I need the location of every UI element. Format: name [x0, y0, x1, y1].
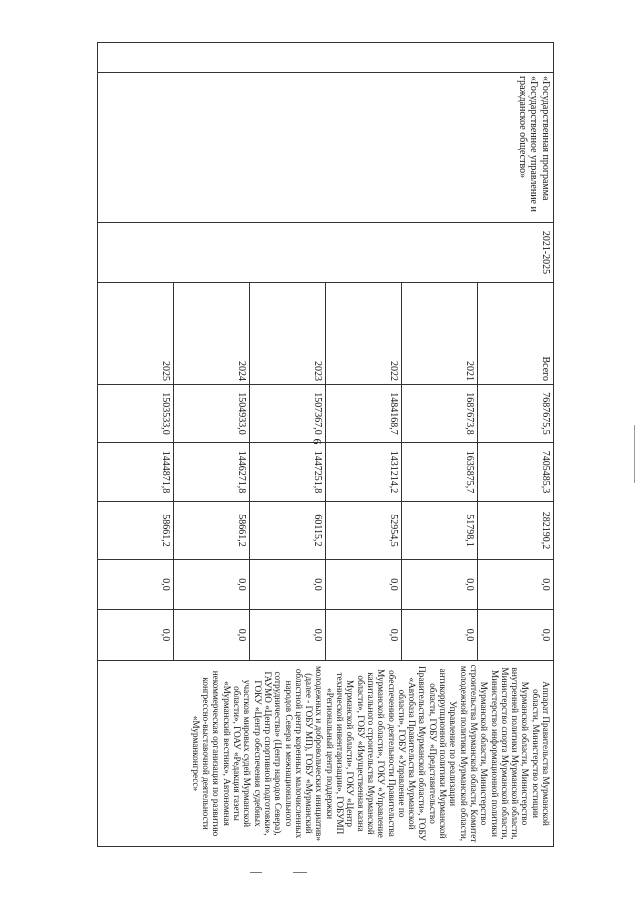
total-cell: 1687673,8: [402, 385, 478, 443]
other-cell: 0,0: [98, 610, 174, 661]
scan-mark-left: [250, 872, 262, 873]
local-cell: 0,0: [98, 560, 174, 610]
year-cell: 2021: [402, 283, 478, 385]
other-cell: 0,0: [174, 610, 250, 661]
regional-cell: 1444871,8: [98, 443, 174, 502]
program-period: 2021-2025: [98, 223, 554, 283]
other-cell: 0,0: [402, 610, 478, 661]
row-index-cell: [98, 43, 554, 73]
regional-cell: 1635875,7: [402, 443, 478, 502]
federal-cell: 58661,2: [174, 502, 250, 560]
total-cell: 1507367,0: [250, 385, 326, 443]
federal-cell: 52954,5: [326, 502, 402, 560]
total-cell: 1503533,0: [98, 385, 174, 443]
budget-table-rotated: [97, 42, 554, 846]
other-cell: 0,0: [250, 610, 326, 661]
local-cell: 0,0: [250, 560, 326, 610]
total-cell: 1484168,7: [326, 385, 402, 443]
year-cell: Всего: [478, 283, 554, 385]
federal-cell: 282190,2: [478, 502, 554, 560]
local-cell: 0,0: [478, 560, 554, 610]
scan-edge-mark: [634, 425, 635, 483]
table-row: [478, 43, 554, 847]
total-cell: 7687675,5: [478, 385, 554, 443]
regional-cell: 1446271,8: [174, 443, 250, 502]
total-cell: 1504933,0: [174, 385, 250, 443]
regional-cell: 7405485,3: [478, 443, 554, 502]
local-cell: 0,0: [326, 560, 402, 610]
federal-cell: 58661,2: [98, 502, 174, 560]
scan-mark-right: [293, 872, 307, 873]
regional-cell: 1447251,8: [250, 443, 326, 502]
year-cell: 2023: [250, 283, 326, 385]
regional-cell: 1431214,2: [326, 443, 402, 502]
other-cell: 0,0: [478, 610, 554, 661]
local-cell: 0,0: [402, 560, 478, 610]
program-name: «Государственная программа «Государственное управление и гражданское общество»: [98, 73, 554, 223]
local-cell: 0,0: [174, 560, 250, 610]
year-cell: 2025: [98, 283, 174, 385]
year-cell: 2024: [174, 283, 250, 385]
other-cell: 0,0: [326, 610, 402, 661]
budget-table: [97, 42, 554, 847]
year-cell: 2022: [326, 283, 402, 385]
page-number: 6: [310, 438, 325, 445]
federal-cell: 51798,1: [402, 502, 478, 560]
responsible-executors: Аппарат Правительства Мурманской области, Министерство юстиции Мурманской области, Министерство внутренней политики Мурманской области, Министерство спорта Мурманской области, Министерство информационной политики Мурманской области, Министерство строительства Мурманской области, Комитет молодежной политики Мурманской области, Управление по реализации антикоррупционной политики Мурманской области, ГОБУ «Представительство Правительства Мурманской области», ГОБУ «Автобаза Правительства Мурманской области», ГОБУ «Управление по обеспечению деятельности Правительства Мурманской области», ГОКУ «Управление капитального строительства Мурманской области», ГОБУ «Имущественная казна Мурманской области», ГОКУ «Центр технической инвентаризации», ГОБУМП «Региональный центр поддержки молодежных и добровольческих инициатив» (далее - ГОБУ МП), ГОБУ «Мурманский областной центр коренных малочисленных народов Севера и межнационального сотрудничества» (Центр народов Севера), ГАУМО «Центр спортивной подготовки», ГОКУ «Центр обеспечения судебных участков мировых судей Мурманской области», ГОАУ «Редакция газеты «Мурманский вестник», Автономная некоммерческая организация по развитию конгрессно-выставочной деятельности «Мурманконгресс»: [98, 661, 554, 847]
federal-cell: 60115,2: [250, 502, 326, 560]
